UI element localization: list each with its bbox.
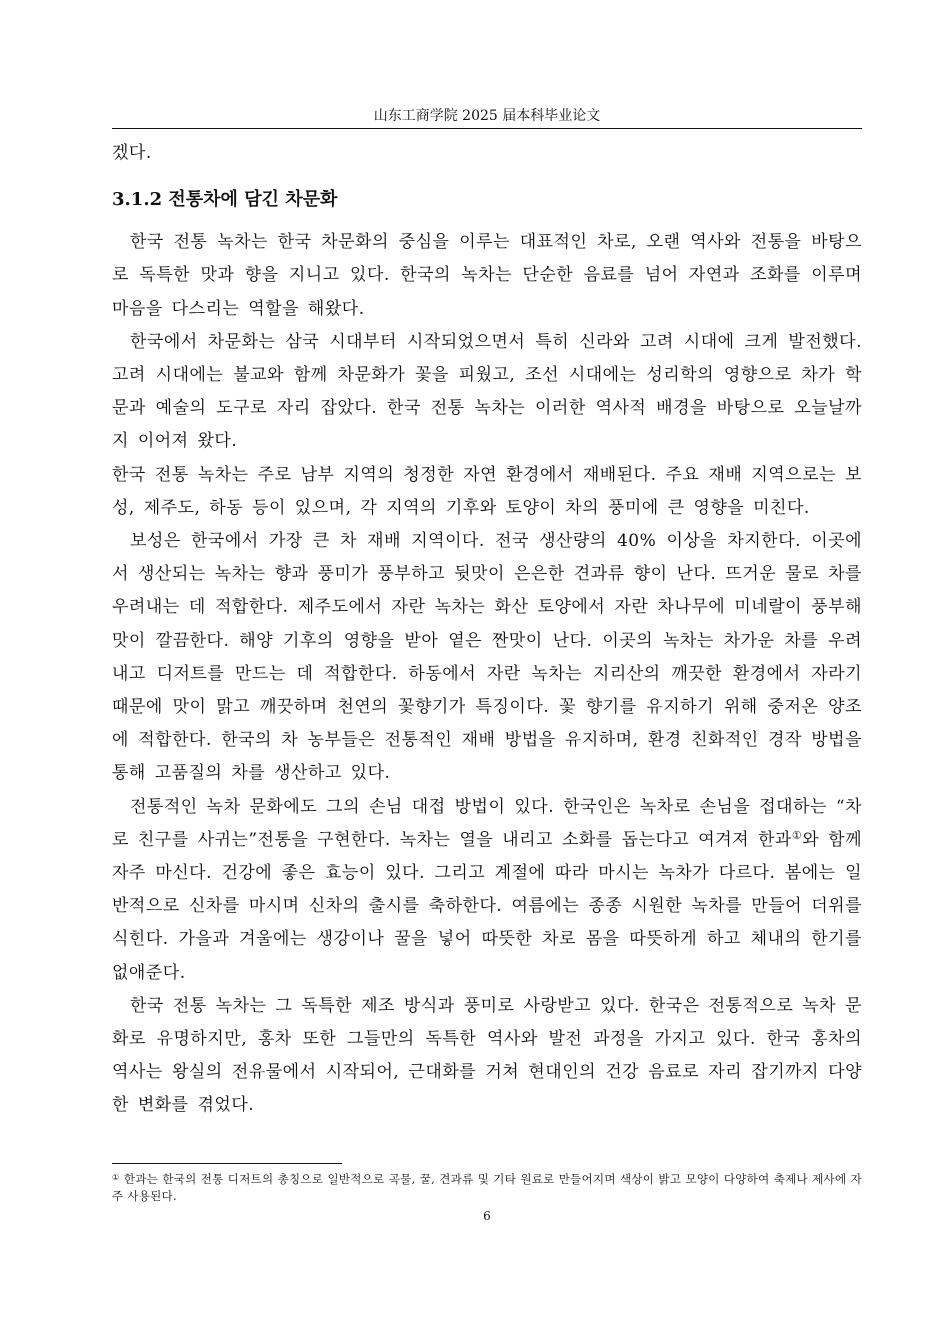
paragraph-5-part-2: 와 함께 자주 마신다. 건강에 좋은 효능이 있다. 그리고 계절에 따라 마시는 녹차가 다르다. 봄에는 일반적으로 신차를 마시며 신차의 출시를 축하한다. 여름에는 종종 시원한 녹차를 만들어 더위를 식힌다. 가을과 겨울에는 생강이나 꿀을 넣어 따뜻한 차로 몸을 따뜻하게 하고 체내의 한기를 없애준다. [112,829,862,983]
footnote-mark: ① [112,1173,120,1182]
paragraph-3: 한국 전통 녹차는 주로 남부 지역의 청정한 자연 환경에서 재배된다. 주요 재배 지역으로는 보성, 제주도, 하동 등이 있으며, 각 지역의 기후와 토양이 차의 풍미에 큰 영향을 미친다. [112,464,862,518]
footnote-rule [112,1163,342,1164]
paragraph-1: 한국 전통 녹차는 한국 차문화의 중심을 이루는 대표적인 차로, 오랜 역사와 전통을 바탕으로 독특한 맛과 향을 지니고 있다. 한국의 녹차는 단순한 음료를 넘어 자연과 조화를 이루며 마음을 다스리는 역할을 해왔다. [112,232,862,319]
paragraph-4: 보성은 한국에서 가장 큰 차 재배 지역이다. 전국 생산량의 40% 이상을 차지한다. 이곳에서 생산되는 녹차는 향과 풍미가 풍부하고 뒷맛이 은은한 견과류 향이 난다. 뜨거운 물로 차를 우려내는 데 적합한다. 제주도에서 자란 녹차는 화산 토양에서 자란 차나무에 미네랄이 풍부해 맛이 깔끔한다. 해양 기후의 영향을 받아 옅은 짠맛이 난다. 이곳의 녹차는 차가운 차를 우려내고 디저트를 만드는 데 적합한다. 하동에서 자란 녹차는 지리산의 깨끗한 환경에서 자라기 때문에 맛이 맑고 깨끗하며 천연의 꽃향기가 특징이다. 꽃 향기를 유지하기 위해 중저온 양조에 적합한다. 한국의 차 농부들은 전통적인 재배 방법을 유지하며, 환경 친화적인 경작 방법을 통해 고품질의 차를 생산하고 있다. [112,531,862,784]
paragraph-2: 한국에서 차문화는 삼국 시대부터 시작되었으면서 특히 신라와 고려 시대에 크게 발전했다. 고려 시대에는 불교와 함께 차문화가 꽃을 피웠고, 조선 시대에는 성리학의 영향으로 차가 학문과 예술의 도구로 자리 잡았다. 한국 전통 녹차는 이러한 역사적 배경을 바탕으로 오늘날까지 이어져 왔다. [112,331,862,452]
header-rule [112,128,862,129]
paragraph-5-part-1: 전통적인 녹차 문화에도 그의 손님 대접 방법이 있다. 한국인은 녹차로 손님을 접대하는 “차로 친구를 사귀는”전통을 구현한다. 녹차는 열을 내리고 소화를 돕는다고 여겨져 한과 [112,796,862,850]
running-header: 山东工商学院 2025 届本科毕业论文 [373,108,601,124]
footnote-text: 한과는 한국의 전통 디저트의 총칭으로 일반적으로 곡물, 꿀, 견과류 및 기타 원료로 만들어지며 색상이 밝고 모양이 다양하여 축제나 제사에 자주 사용된다. [112,1172,862,1203]
footnote-reference[interactable]: ① [791,828,803,842]
section-heading: 3.1.2 전통차에 담긴 차문화 [112,189,338,211]
continuation-text: 겠다. [112,143,152,163]
paragraph-6: 한국 전통 녹차는 그 독특한 제조 방식과 풍미로 사랑받고 있다. 한국은 전통적으로 녹차 문화로 유명하지만, 홍차 또한 그들만의 독특한 역사와 발전 과정을 가지고 있다. 한국 홍차의 역사는 왕실의 전유물에서 시작되어, 근대화를 거쳐 현대인의 건강 음료로 자리 잡기까지 다양한 변화를 겪었다. [112,995,862,1116]
page-number: 6 [483,1209,491,1223]
paragraph-5 [112,791,862,990]
page-body [112,137,862,1123]
footnote [112,1171,862,1205]
